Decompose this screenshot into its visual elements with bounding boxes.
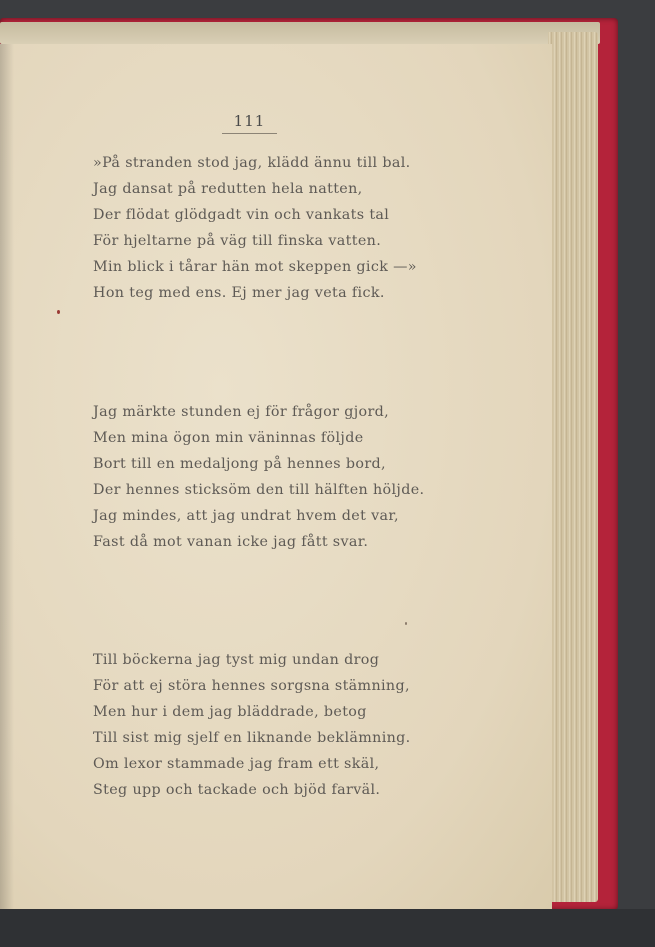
verse-line: Der flödat glödgadt vin och vankats tal [93,207,390,223]
verse-line: »På stranden stod jag, klädd ännu till bal. [93,155,411,171]
verse-line: Till sist mig sjelf en liknande beklämning. [93,730,411,746]
spine-shadow [0,44,14,909]
verse-line: Fast då mot vanan icke jag fått svar. [93,534,369,550]
stanza-1 [93,150,417,306]
verse-line: Bort till en medaljong på hennes bord, [93,456,386,472]
verse-line: Hon teg med ens. Ej mer jag veta fick. [93,285,385,301]
book-top-edge [0,22,600,44]
verse-line: Min blick i tårar hän mot skeppen gick —» [93,259,417,275]
paper-speck [57,310,60,314]
verse-line: Jag mindes, att jag undrat hvem det var, [93,508,399,524]
verse-line: Till böckerna jag tyst mig undan drog [93,652,380,668]
verse-line: Om lexor stammade jag fram ett skäl, [93,756,380,772]
verse-line: Jag dansat på redutten hela natten, [93,181,363,197]
verse-line: Men hur i dem jag bläddrade, betog [93,704,367,720]
stanza-2 [93,399,424,555]
paper-speck [405,622,407,625]
verse-line: Jag märkte stunden ej för frågor gjord, [93,404,390,420]
verse-line: För hjeltarne på väg till finska vatten. [93,233,382,249]
verse-line: Der hennes sticksöm den till hälften höljde. [93,482,425,498]
page-number: 111 [222,112,277,134]
scan-background [0,909,655,947]
verse-line: Men mina ögon min väninnas följde [93,430,364,446]
verse-line: För att ej störa hennes sorgsna stämning, [93,678,410,694]
verse-line: Steg upp och tackade och bjöd farväl. [93,782,381,798]
stanza-3 [93,647,411,803]
page-edges [548,32,598,902]
